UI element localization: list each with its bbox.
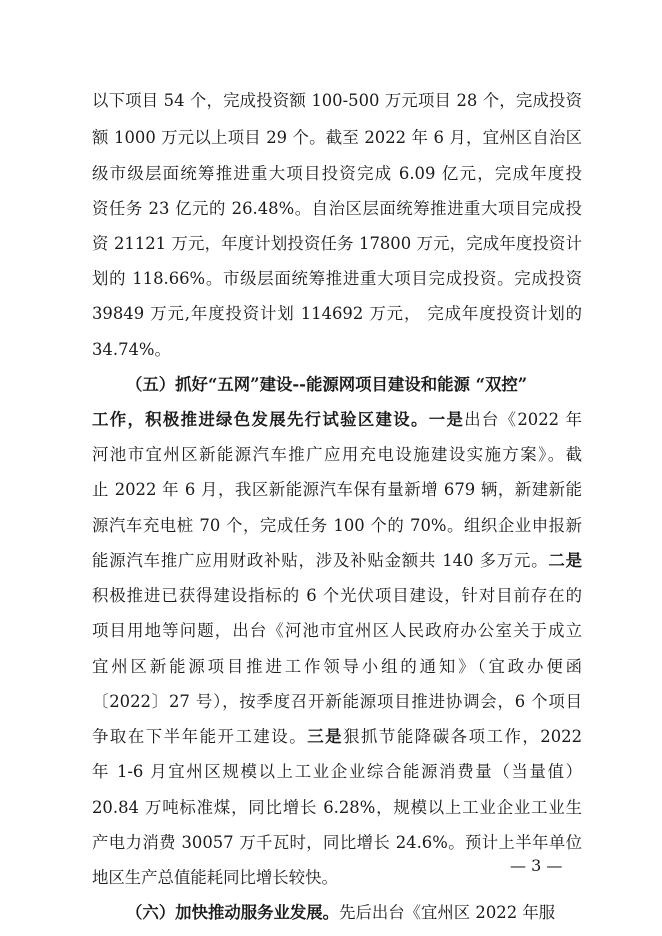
paragraph-line [92,868,582,888]
paragraph-line [92,91,582,111]
paragraph-line [92,304,582,324]
section-heading-text: （六）加快推动服务业发展。 [126,903,340,922]
text-run: 39849 万元,年度投资计划 114692 万元， 完成年度投资计划的 [92,304,582,323]
text-run: 年 1-6 月宜州区规模以上工业企业综合能源消费量（当量值） [92,762,582,781]
paragraph-line [92,516,582,536]
paragraph-line [92,199,582,219]
text-run: 能源汽车推广应用财政补贴，涉及补贴金额共 140 多万元。 [92,551,549,570]
paragraph-line [92,833,582,853]
section-heading-line [126,903,582,923]
text-run: 河池市宜州区新能源汽车推广应用充电设施建设实施方案》。截 [92,445,582,464]
ordinal-marker: 三是 [307,727,344,746]
paragraph-line [92,551,582,571]
paragraph-line [92,410,582,430]
page-number: — 3 — [510,856,563,875]
section-heading-text: 工作，积极推进绿色发展先行试验区建设。 [92,410,429,429]
text-run: 止 2022 年 6 月，我区新能源汽车保有量新增 679 辆，新建新能 [92,480,582,499]
text-run: 争取在下半年能开工建设。 [92,727,308,746]
paragraph-line [92,164,582,184]
paragraph-line [92,445,582,465]
text-run: 20.84 万吨标准煤，同比增长 6.28%，规模以上工业企业工业生 [92,798,582,817]
ordinal-marker: 一是 [428,410,465,429]
text-run: 项目用地等问题，出台《河池市宜州区人民政府办公室关于成立 [92,621,582,640]
text-run: 出台《2022 年 [464,410,582,429]
text-run: 以下项目 54 个，完成投资额 100-500 万元项目 28 个，完成投资 [92,91,582,110]
paragraph-line [92,657,582,677]
section-heading-line [126,375,582,395]
paragraph-line [92,762,582,782]
text-run: 狠抓节能降碳各项工作，2022 [343,727,582,746]
section-heading-text: （五）抓好“五网”建设--能源网项目建设和能源 “双控” [126,375,528,394]
text-run: 宜州区新能源项目推进工作领导小组的通知》（宜政办便函 [92,657,582,676]
paragraph-line [92,269,582,289]
text-run: 产电力消费 30057 万千瓦时，同比增长 24.6%。预计上半年单位 [92,833,582,852]
text-run: 先后出台《宜州区 2022 年服 [339,903,556,922]
paragraph-line [92,692,582,712]
text-run: 积极推进已获得建设指标的 6 个光伏项目建设，针对目前存在的 [92,586,582,605]
paragraph-line [92,798,582,818]
text-run: 34.74%。 [92,340,171,359]
text-run: 额 1000 万元以上项目 29 个。截至 2022 年 6 月，宜州区自治区 [92,128,582,147]
paragraph-line [92,234,582,254]
paragraph-line [92,128,582,148]
text-run: 资 21121 万元，年度计划投资任务 17800 万元，完成年度投资计 [92,234,582,253]
text-run: 级市级层面统筹推进重大项目投资完成 6.09 亿元，完成年度投 [92,164,582,183]
paragraph-line [92,727,582,747]
text-run: 源汽车充电桩 70 个，完成任务 100 个的 70%。组织企业申报新 [92,516,582,535]
paragraph-line [92,586,582,606]
paragraph-line [92,480,582,500]
text-run: 划的 118.66%。市级层面统筹推进重大项目完成投资。完成投资 [92,269,582,288]
text-run: 〔2022〕27 号），按季度召开新能源项目推进协调会，6 个项目 [92,692,582,711]
text-run: 地区生产总值能耗同比增长较快。 [92,868,338,887]
paragraph-line [92,621,582,641]
text-run: 资任务 23 亿元的 26.48%。自治区层面统筹推进重大项目完成投 [92,199,582,218]
ordinal-marker: 二是 [548,551,582,570]
paragraph-line [92,340,582,360]
